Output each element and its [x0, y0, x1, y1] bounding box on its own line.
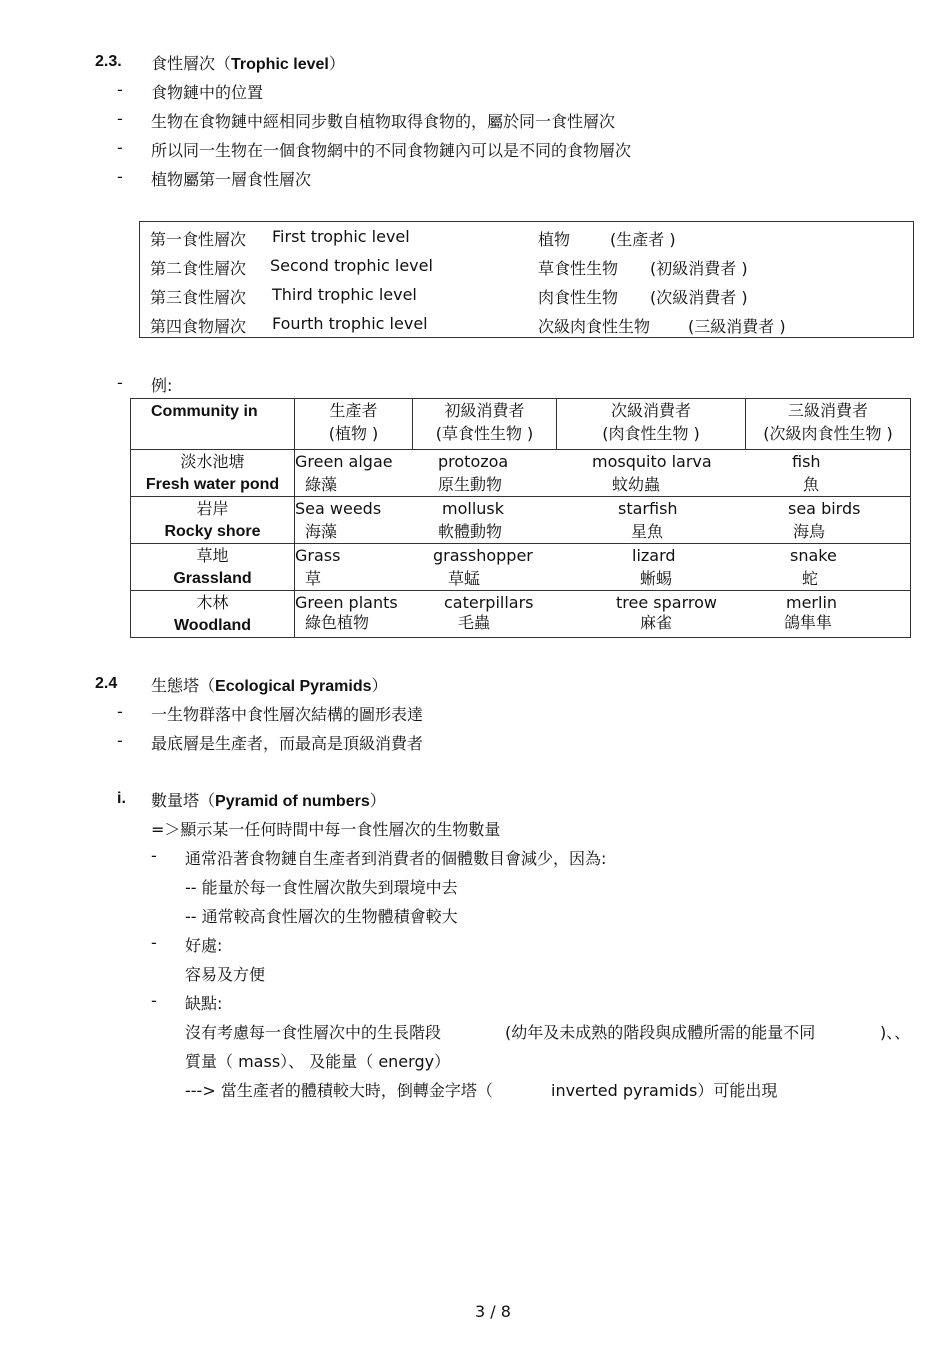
bullet-dash: -: [117, 731, 123, 750]
example-table: [130, 398, 911, 638]
organism-zh: 蚊幼蟲: [612, 475, 661, 494]
header-col-line2: (草食性生物 ): [435, 424, 534, 443]
section-title-end: ）: [328, 54, 345, 73]
trophic-organism: 植物: [538, 230, 571, 249]
organism-zh: 軟體動物: [438, 522, 503, 541]
organism-en: protozoa: [438, 452, 509, 471]
header-col-line2: (肉食性生物 ): [602, 424, 700, 443]
header-community-label: Community in: [151, 403, 258, 420]
bullet-detail: 沒有考慮每一食性層次中的生長階段: [185, 1023, 442, 1042]
organism-zh: 蜥蜴: [640, 569, 673, 588]
bullet-text: 好處:: [185, 936, 223, 955]
trophic-role: (三級消費者 ): [688, 317, 786, 336]
header-col-line2: (次級肉食性生物 ): [763, 424, 893, 443]
bullet-detail: )、、: [880, 1023, 911, 1042]
bullet-dash: -: [151, 933, 157, 952]
header-col: [557, 399, 746, 450]
trophic-role: (初級消費者 ): [650, 259, 748, 278]
community-en: Rocky shore: [164, 523, 261, 540]
trophic-organism: 次級肉食性生物: [538, 317, 651, 336]
organism-zh: 麻雀: [640, 613, 673, 632]
organism-en: lizard: [632, 546, 676, 565]
organisms-cell: [295, 544, 911, 591]
trophic-organism: 草食性生物: [538, 259, 619, 278]
header-col-line1: 生產者: [329, 401, 378, 420]
table-row: [131, 450, 911, 497]
organism-zh: 蛇: [802, 569, 819, 588]
header-col-line2: (植物 ): [328, 424, 379, 443]
bullet-dash: -: [151, 991, 157, 1010]
trophic-en: Second trophic level: [270, 256, 433, 275]
trophic-organism: 肉食性生物: [538, 288, 619, 307]
community-en: Fresh water pond: [145, 476, 280, 493]
header-col: [295, 399, 413, 450]
bullet-text: 植物屬第一層食性層次: [151, 170, 312, 189]
header-community: [131, 399, 295, 450]
bullet-detail: (幼年及未成熟的階段與成體所需的能量不同: [505, 1023, 816, 1042]
section-number: 2.4: [95, 675, 118, 692]
organism-en: Grass: [295, 546, 341, 565]
bullet-detail: ---> 當生產者的體積較大時，倒轉金字塔（: [185, 1081, 493, 1100]
organism-en: merlin: [786, 593, 838, 612]
bullet-text: 一生物群落中食性層次結構的圖形表達: [151, 705, 424, 724]
subsection-title-end: ）: [369, 791, 386, 810]
page-number: 3 / 8: [475, 1302, 511, 1321]
trophic-zh: 第二食性層次: [150, 259, 247, 278]
organism-zh: 綠藻: [305, 475, 338, 494]
community-zh: 木林: [196, 593, 229, 612]
organism-en: tree sparrow: [616, 593, 717, 612]
community-cell: [131, 544, 295, 591]
community-en: Grassland: [173, 570, 252, 587]
bullet-dash: -: [151, 846, 157, 865]
section-title-zh: 食性層次（: [151, 54, 232, 73]
bullet-detail: 質量（ mass）、 及能量（ energy）: [185, 1052, 451, 1071]
organism-zh: 草: [305, 569, 322, 588]
organism-zh: 星魚: [631, 522, 664, 541]
trophic-zh: 第四食物層次: [150, 317, 247, 336]
table-row: [131, 591, 911, 638]
bullet-dash: -: [117, 373, 123, 392]
community-zh: 草地: [196, 546, 229, 565]
organisms-cell: [295, 591, 911, 638]
example-label: 例:: [151, 376, 173, 395]
organisms-cell: [295, 497, 911, 544]
organism-en: starfish: [618, 499, 678, 518]
header-col: [746, 399, 911, 450]
trophic-zh: 第三食性層次: [150, 288, 247, 307]
bullet-detail: inverted pyramids）可能出現: [551, 1081, 778, 1100]
organism-zh: 海藻: [305, 522, 338, 541]
bullet-text: 食物鏈中的位置: [151, 83, 264, 102]
organism-zh: 海鳥: [793, 522, 826, 541]
section-title: [151, 51, 345, 74]
section-title-en: Trophic level: [231, 56, 329, 73]
organism-en: sea birds: [788, 499, 861, 518]
arrow-line: =＞顯示某一任何時間中每一食性層次的生物數量: [151, 820, 501, 839]
organism-en: snake: [790, 546, 837, 565]
trophic-level-table: [139, 221, 914, 338]
trophic-en: Fourth trophic level: [272, 314, 428, 333]
subsection-title-zh: 數量塔（: [151, 791, 216, 810]
bullet-dash: -: [117, 702, 123, 721]
community-cell: [131, 450, 295, 497]
trophic-en: Third trophic level: [272, 285, 417, 304]
community-en: Woodland: [173, 617, 252, 634]
bullet-text: 生物在食物鏈中經相同步數自植物取得食物的，屬於同一食性層次: [151, 112, 616, 131]
subsection-number: i.: [117, 790, 126, 807]
organism-zh: 鴿隼隼: [784, 613, 833, 632]
organism-zh: 原生動物: [438, 475, 503, 494]
trophic-role: (生產者 ): [610, 230, 676, 249]
organism-en: mosquito larva: [592, 452, 712, 471]
bullet-text: 缺點:: [185, 994, 223, 1013]
sub-bullet-text: -- 通常較高食性層次的生物體積會較大: [185, 907, 458, 926]
organism-en: Sea weeds: [295, 499, 382, 518]
header-col-line1: 初級消費者: [444, 401, 525, 420]
bullet-text: 最底層是生產者，而最高是頂級消費者: [151, 734, 424, 753]
bullet-detail: 容易及方便: [185, 965, 266, 984]
organism-en: fish: [792, 452, 821, 471]
header-col-line1: 三級消費者: [787, 401, 868, 420]
organism-en: mollusk: [442, 499, 505, 518]
section-title-zh: 生態塔（: [151, 676, 216, 695]
community-zh: 岩岸: [196, 499, 229, 518]
organism-en: Green plants: [295, 593, 398, 612]
header-col-line1: 次級消費者: [610, 401, 691, 420]
section-title: [151, 673, 388, 696]
table-header-row: [131, 399, 911, 450]
organism-en: grasshopper: [433, 546, 533, 565]
subsection-title: [151, 788, 386, 811]
header-col: [413, 399, 557, 450]
community-zh: 淡水池塘: [180, 452, 245, 471]
trophic-en: First trophic level: [272, 227, 410, 246]
bullet-dash: -: [117, 80, 123, 99]
organism-zh: 草蜢: [448, 569, 481, 588]
community-cell: [131, 497, 295, 544]
bullet-dash: -: [117, 138, 123, 157]
sub-bullet-text: -- 能量於每一食性層次散失到環境中去: [185, 878, 458, 897]
organism-zh: 綠色植物: [305, 613, 370, 632]
community-cell: [131, 591, 295, 638]
bullet-dash: -: [117, 167, 123, 186]
section-title-end: ）: [371, 676, 388, 695]
organism-en: Green algae: [295, 452, 393, 471]
organisms-cell: [295, 450, 911, 497]
bullet-dash: -: [117, 109, 123, 128]
table-row: [131, 544, 911, 591]
trophic-role: (次級消費者 ): [650, 288, 748, 307]
section-title-en: Ecological Pyramids: [215, 678, 372, 695]
trophic-zh: 第一食性層次: [150, 230, 247, 249]
organism-zh: 魚: [803, 475, 820, 494]
table-row: [131, 497, 911, 544]
bullet-text: 所以同一生物在一個食物網中的不同食物鏈內可以是不同的食物層次: [151, 141, 632, 160]
section-number: 2.3.: [95, 53, 122, 70]
organism-zh: 毛蟲: [458, 613, 491, 632]
bullet-text: 通常沿著食物鏈自生產者到消費者的個體數目會減少，因為:: [185, 849, 607, 868]
subsection-title-en: Pyramid of numbers: [215, 793, 370, 810]
organism-en: caterpillars: [444, 593, 534, 612]
